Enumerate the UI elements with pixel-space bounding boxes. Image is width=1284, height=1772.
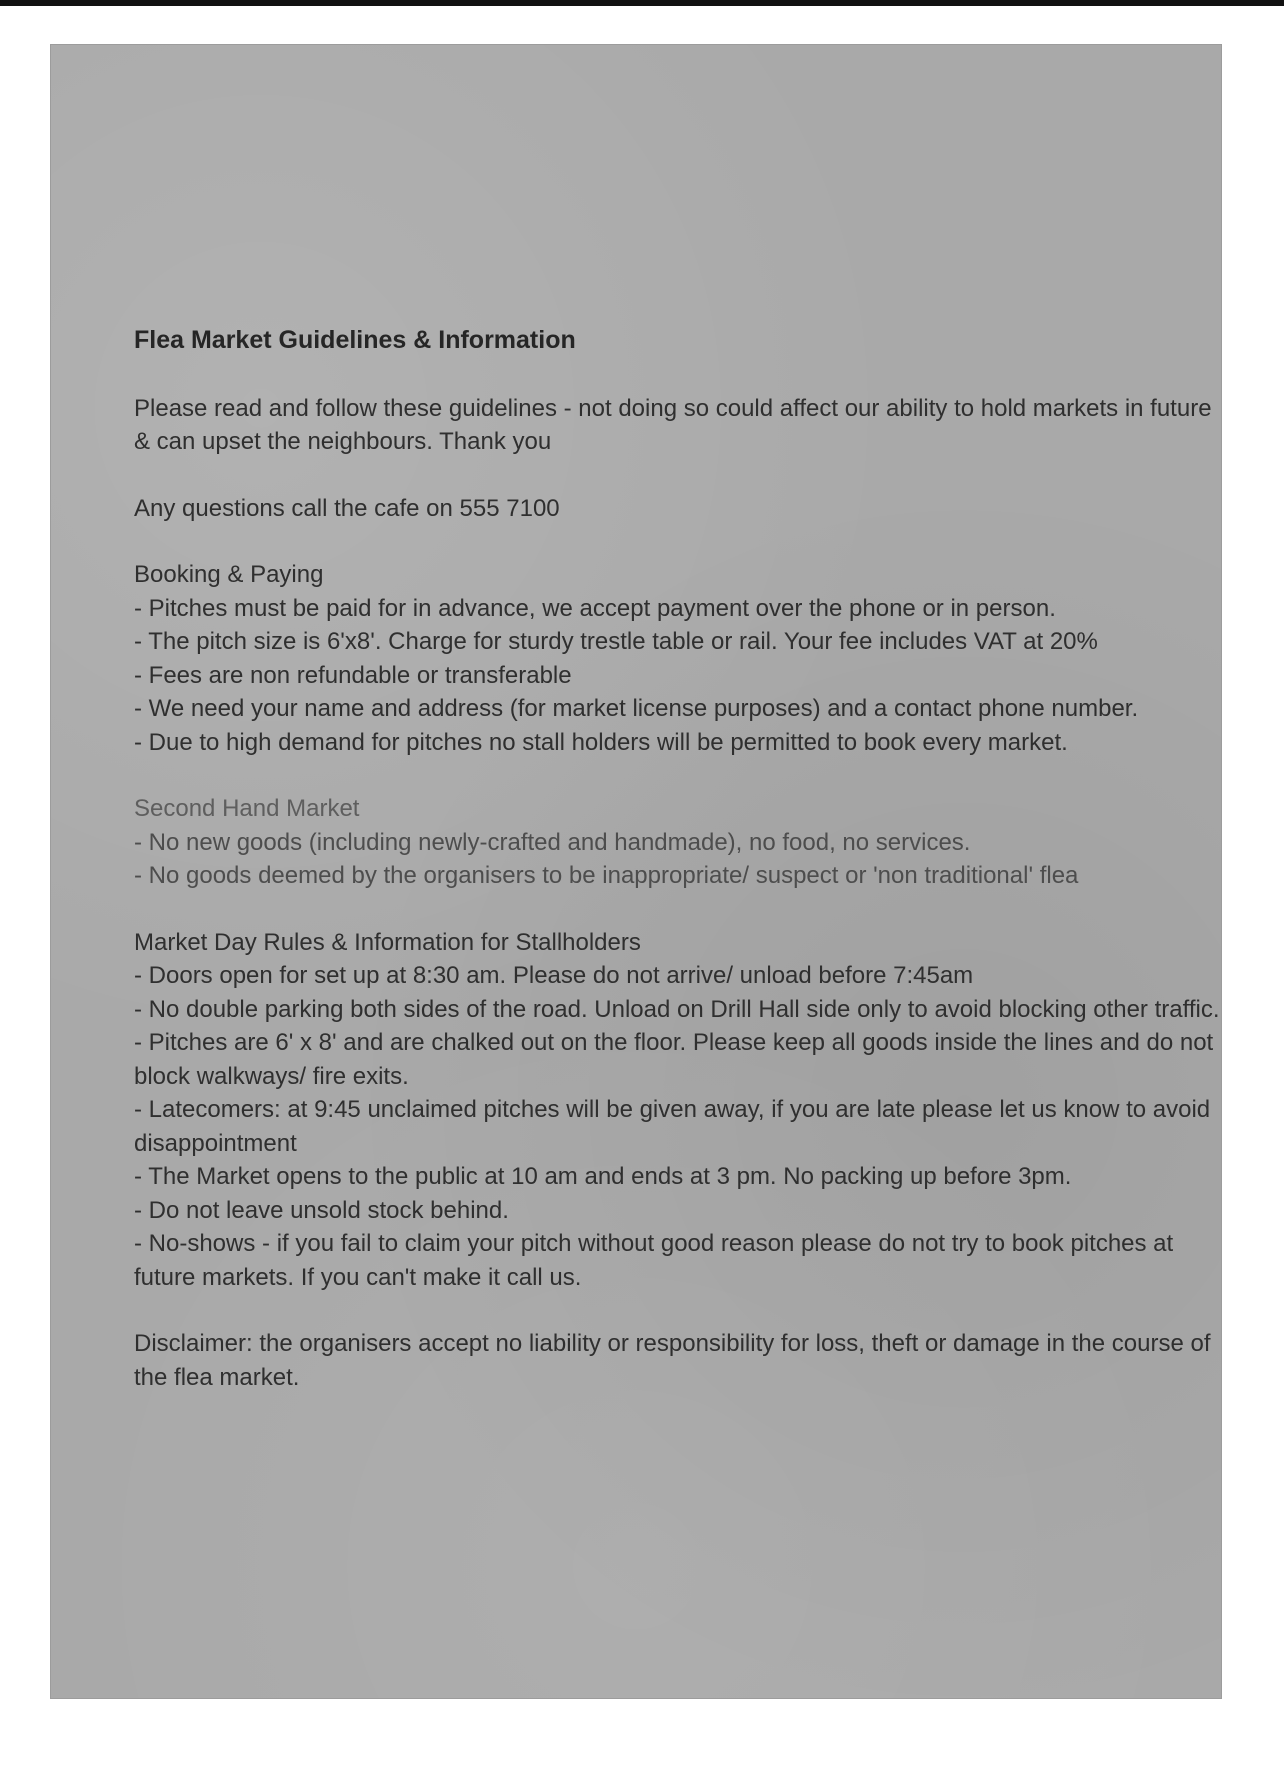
rule-item: - No double parking both sides of the road. Unload on Drill Hall side only to avoid blocking other traffic. [134, 995, 1220, 1023]
scan-edge-rule [0, 0, 1284, 6]
rule-item: - Due to high demand for pitches no stall holders will be permitted to book every market. [134, 728, 1068, 756]
document-title: Flea Market Guidelines & Information [134, 326, 576, 354]
section-market-day-rules [134, 926, 1224, 1295]
section-heading: Market Day Rules & Information for Stallholders [134, 928, 641, 956]
rule-item: - Pitches are 6' x 8' and are chalked out on the floor. Please keep all goods inside the lines and do not block walkways/ fire exits. [134, 1029, 1214, 1090]
rule-item: - Latecomers: at 9:45 unclaimed pitches will be given away, if you are late please let us know to avoid disappointment [134, 1096, 1211, 1157]
section-heading: Booking & Paying [134, 561, 324, 588]
rule-item: - Doors open for set up at 8:30 am. Please do not arrive/ unload before 7:45am [134, 962, 974, 989]
paper-sheet [50, 44, 1222, 1699]
document-body [134, 324, 1224, 1427]
rule-item: - No new goods (including newly-crafted and handmade), no food, no services. [134, 828, 971, 856]
rule-item: - No-shows - if you fail to claim your pitch without good reason please do not try to book pitches at future markets. If you can't make it call us. [134, 1230, 1174, 1291]
rule-item: - No goods deemed by the organisers to be inappropriate/ suspect or 'non traditional' flea [134, 862, 1079, 889]
section-second-hand-market [134, 792, 1224, 893]
contact-line: Any questions call the cafe on 555 7100 [134, 494, 560, 522]
intro-paragraph: Please read and follow these guidelines - not doing so could affect our ability to hold markets in future & can upset the neighbours. Thank you [134, 394, 1212, 455]
rule-item: - Do not leave unsold stock behind. [134, 1196, 509, 1224]
section-booking-paying [134, 558, 1224, 759]
rule-item: - Fees are non refundable or transferable [134, 661, 572, 689]
rule-item: - The Market opens to the public at 10 am and ends at 3 pm. No packing up before 3pm. [134, 1163, 1072, 1190]
rule-item: - The pitch size is 6'x8'. Charge for sturdy trestle table or rail. Your fee includes VAT at 20% [134, 628, 1098, 655]
rule-item: - We need your name and address (for market license purposes) and a contact phone number. [134, 695, 1139, 722]
rule-item: - Pitches must be paid for in advance, we accept payment over the phone or in person. [134, 594, 1056, 622]
section-heading: Second Hand Market [134, 795, 360, 822]
disclaimer-paragraph: Disclaimer: the organisers accept no liability or responsibility for loss, theft or damage in the course of the flea market. [134, 1330, 1211, 1391]
